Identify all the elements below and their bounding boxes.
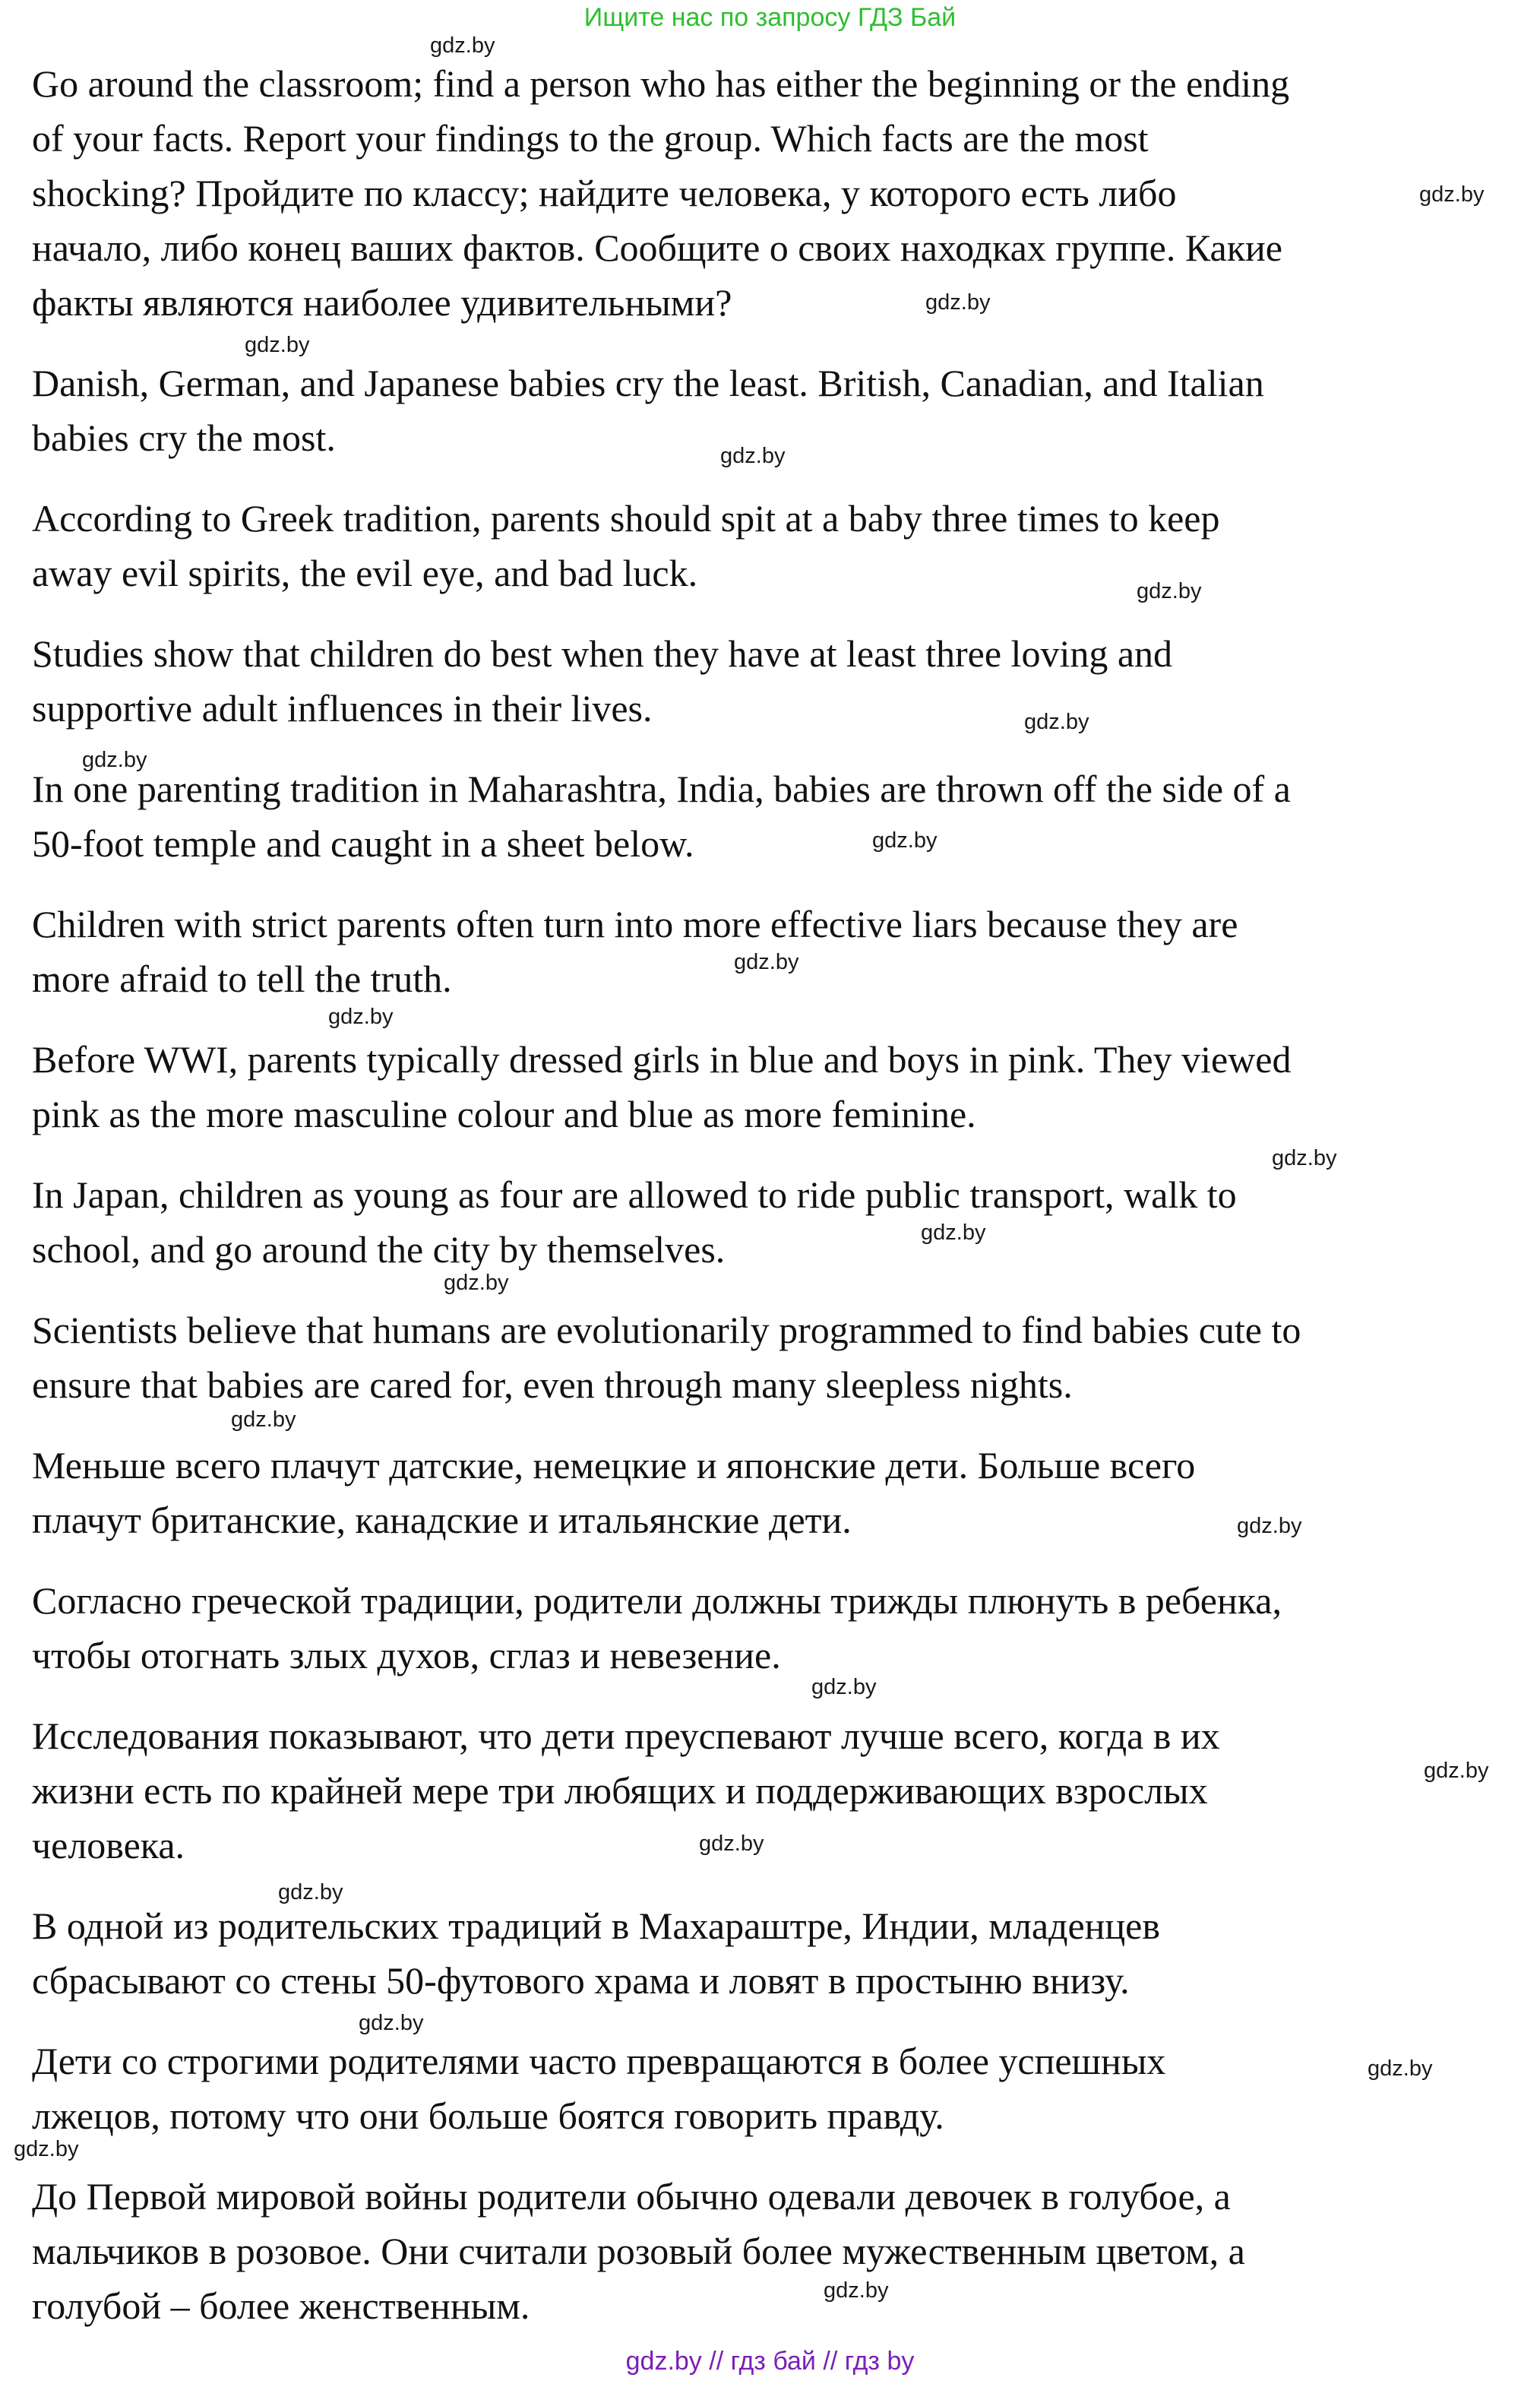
fact-line: In Japan, children as young as four are allowed to ride public transport, walk to <box>32 1173 1237 1216</box>
fact-line: голубой – более женственным. <box>32 2284 530 2327</box>
watermark: gdz.by <box>925 290 991 315</box>
fact-en-4 <box>32 761 1521 871</box>
fact-ru-6 <box>32 2169 1521 2333</box>
fact-line: pink as the more masculine colour and blue as more feminine. <box>32 1093 976 1135</box>
fact-line: жизни есть по крайней мере три любящих и поддерживающих взрослых <box>32 1769 1208 1812</box>
watermark: gdz.by <box>824 2278 889 2303</box>
fact-ru-2 <box>32 1573 1521 1683</box>
watermark: gdz.by <box>14 2137 79 2161</box>
fact-line: more afraid to tell the truth. <box>32 958 452 1000</box>
fact-line: До Первой мировой войны родители обычно одевали девочек в голубое, а <box>32 2175 1231 2218</box>
watermark: gdz.by <box>328 1005 394 1029</box>
instruction-line: факты являются наиболее удивительными? <box>32 281 732 324</box>
watermark: gdz.by <box>82 748 147 772</box>
instruction-line: Go around the classroom; find a person who has either the beginning or the ending <box>32 62 1290 105</box>
fact-line: Children with strict parents often turn into more effective liars because they are <box>32 903 1238 945</box>
fact-line: лжецов, потому что они больше боятся говорить правду. <box>32 2094 944 2137</box>
fact-en-2 <box>32 491 1521 600</box>
fact-en-6 <box>32 1032 1521 1141</box>
fact-line: supportive adult influences in their lives. <box>32 687 653 730</box>
fact-line: В одной из родительских традиций в Махараштре, Индии, младенцев <box>32 1904 1160 1947</box>
fact-line: человека. <box>32 1824 185 1866</box>
fact-line: According to Greek tradition, parents should spit at a baby three times to keep <box>32 497 1220 540</box>
watermark: gdz.by <box>1419 182 1485 207</box>
fact-line: babies cry the most. <box>32 416 336 459</box>
fact-line: school, and go around the city by themselves. <box>32 1228 726 1271</box>
fact-line: away evil spirits, the evil eye, and bad luck. <box>32 552 698 594</box>
watermark: gdz.by <box>1368 2056 1433 2081</box>
watermark: gdz.by <box>1272 1146 1337 1170</box>
fact-line: 50-foot temple and caught in a sheet below. <box>32 822 694 865</box>
fact-ru-4 <box>32 1898 1521 2008</box>
fact-line: сбрасывают со стены 50-футового храма и ловят в простыню внизу. <box>32 1959 1130 2002</box>
watermark: gdz.by <box>430 33 495 58</box>
instruction-line: начало, либо конец ваших фактов. Сообщите о своих находках группе. Какие <box>32 226 1282 269</box>
fact-line: Согласно греческой традиции, родители должны трижды плюнуть в ребенка, <box>32 1579 1282 1622</box>
watermark: gdz.by <box>359 2011 424 2035</box>
fact-line: Danish, German, and Japanese babies cry the least. British, Canadian, and Italian <box>32 362 1264 404</box>
fact-line: In one parenting tradition in Maharashtra, India, babies are thrown off the side of a <box>32 768 1291 810</box>
watermark: gdz.by <box>921 1220 986 1245</box>
fact-line: мальчиков в розовое. Они считали розовый более мужественным цветом, а <box>32 2230 1245 2272</box>
fact-en-8 <box>32 1303 1521 1412</box>
watermark: gdz.by <box>1237 1514 1302 1538</box>
fact-line: Исследования показывают, что дети преуспевают лучше всего, когда в их <box>32 1714 1220 1757</box>
watermark: gdz.by <box>811 1675 877 1699</box>
fact-line: Studies show that children do best when they have at least three loving and <box>32 632 1173 675</box>
instruction-line: of your facts. Report your findings to the group. Which facts are the most <box>32 117 1149 160</box>
fact-line: ensure that babies are cared for, even through many sleepless nights. <box>32 1363 1073 1406</box>
watermark: gdz.by <box>245 333 310 357</box>
watermark: gdz.by <box>278 1880 343 1904</box>
instruction-line: shocking? Пройдите по классу; найдите человека, у которого есть либо <box>32 172 1177 214</box>
watermark: gdz.by <box>1424 1759 1489 1783</box>
fact-en-7 <box>32 1167 1521 1277</box>
watermark: gdz.by <box>1137 579 1202 603</box>
fact-ru-3 <box>32 1708 1521 1873</box>
watermark: gdz.by <box>734 950 799 974</box>
instruction-paragraph <box>32 56 1521 330</box>
watermark: gdz.by <box>872 828 938 853</box>
watermark: gdz.by <box>1024 710 1089 734</box>
fact-line: Scientists believe that humans are evolutionarily programmed to find babies cute to <box>32 1309 1301 1351</box>
fact-line: Before WWI, parents typically dressed girls in blue and boys in pink. They viewed <box>32 1038 1292 1081</box>
fact-ru-5 <box>32 2034 1521 2143</box>
watermark: gdz.by <box>699 1832 764 1856</box>
fact-line: чтобы отогнать злых духов, сглаз и невезение. <box>32 1634 781 1676</box>
watermark: gdz.by <box>231 1407 296 1432</box>
fact-line: плачут британские, канадские и итальянские дети. <box>32 1499 852 1541</box>
top-banner[interactable]: Ищите нас по запросу ГДЗ Бай <box>583 3 957 32</box>
watermark: gdz.by <box>444 1271 509 1295</box>
fact-line: Дети со строгими родителями часто превращаются в более успешных <box>32 2040 1166 2082</box>
footer-links[interactable]: gdz.by // гдз бай // гдз by <box>625 2347 915 2376</box>
watermark: gdz.by <box>720 444 786 468</box>
fact-line: Меньше всего плачут датские, немецкие и японские дети. Больше всего <box>32 1444 1196 1486</box>
fact-en-3 <box>32 626 1521 736</box>
